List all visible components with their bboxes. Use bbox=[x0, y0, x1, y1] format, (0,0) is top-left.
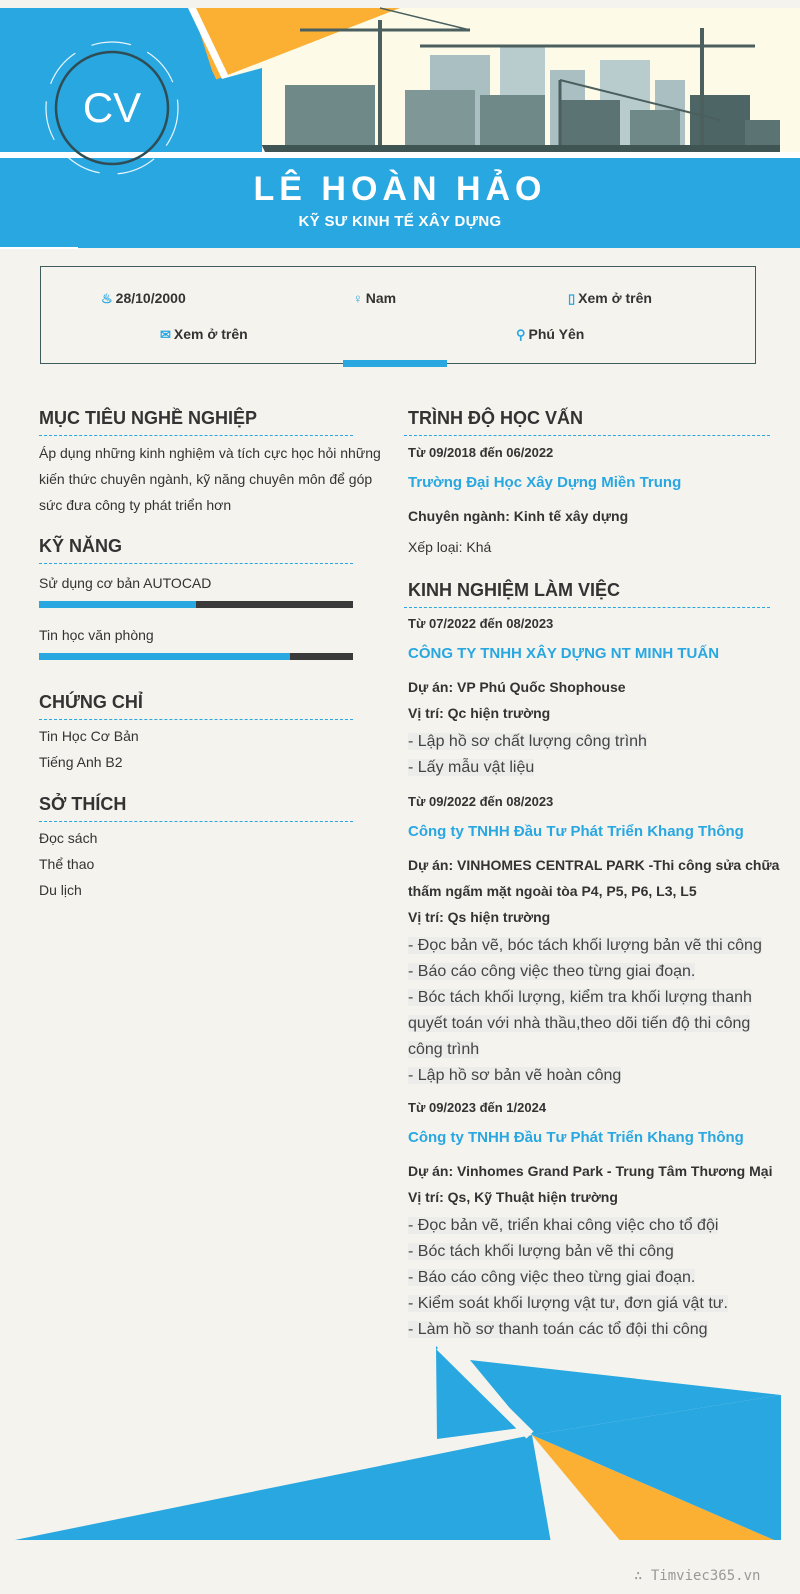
job-desc-line: - Đọc bản vẽ, triển khai công việc cho tổ đội bbox=[408, 1217, 719, 1234]
hobbies-heading: SỞ THÍCH bbox=[39, 794, 353, 822]
info-gender bbox=[353, 290, 396, 306]
info-address bbox=[516, 326, 584, 343]
birthday-cake-icon: ♨ bbox=[101, 291, 113, 306]
objective-line: sức đưa công ty phát triển hơn bbox=[39, 497, 232, 513]
job-desc-line: - Bóc tách khối lượng, kiểm tra khối lượng thanh bbox=[408, 989, 752, 1006]
education-school: Trường Đại Học Xây Dựng Miền Trung bbox=[408, 474, 682, 491]
objective-heading: MỤC TIÊU NGHỀ NGHIỆP bbox=[39, 408, 353, 436]
gender-value: Nam bbox=[365, 290, 397, 306]
job-desc-line: quyết toán với nhà thầu,theo dõi tiến độ thi công bbox=[408, 1015, 751, 1032]
job-desc-line: - Đọc bản vẽ, bóc tách khối lượng bản vẽ thi công bbox=[408, 937, 762, 954]
email-value: Xem ở trên bbox=[173, 326, 248, 342]
job-desc-line: - Kiểm soát khối lượng vật tư, đơn giá vật tư. bbox=[408, 1295, 728, 1312]
skill-name: Tin học văn phòng bbox=[39, 627, 154, 643]
skill-level-bar bbox=[39, 653, 353, 660]
address-value: Phú Yên bbox=[528, 326, 585, 342]
info-phone bbox=[568, 290, 652, 307]
female-icon: ♀ bbox=[353, 291, 363, 306]
phone-value: Xem ở trên bbox=[578, 290, 652, 306]
objective-line: Áp dụng những kinh nghiệm và tích cực học hỏi những bbox=[39, 445, 381, 461]
skill-level-fill bbox=[39, 601, 196, 608]
certificates-heading: CHỨNG CHỈ bbox=[39, 692, 353, 720]
job-desc-line: - Lấy mẫu vật liệu bbox=[408, 759, 535, 776]
education-grade: Xếp loại: Khá bbox=[408, 539, 492, 555]
skill-level-fill bbox=[39, 653, 290, 660]
skill-name: Sử dụng cơ bản AUTOCAD bbox=[39, 575, 212, 591]
job-desc-line: - Báo cáo công việc theo từng giai đoạn. bbox=[408, 1269, 696, 1286]
job-project: Dự án: Vinhomes Grand Park - Trung Tâm Thương Mại bbox=[408, 1163, 773, 1179]
job-period: Từ 09/2023 đến 1/2024 bbox=[408, 1100, 547, 1115]
info-box-accent bbox=[343, 360, 447, 367]
hobby-item: Thể thao bbox=[39, 856, 95, 872]
job-period: Từ 09/2022 đến 08/2023 bbox=[408, 794, 554, 809]
job-project: thấm ngấm mặt ngoài tòa P4, P5, P6, L3, L5 bbox=[408, 883, 697, 899]
job-desc-line: - Báo cáo công việc theo từng giai đoạn. bbox=[408, 963, 696, 980]
job-company: Công ty TNHH Đầu Tư Phát Triển Khang Thông bbox=[408, 1129, 744, 1146]
hobby-item: Du lịch bbox=[39, 882, 82, 898]
certificate-item: Tiếng Anh B2 bbox=[39, 754, 123, 770]
hobby-item: Đọc sách bbox=[39, 830, 98, 846]
education-major: Chuyên ngành: Kinh tế xây dựng bbox=[408, 508, 629, 524]
personal-info-box bbox=[40, 266, 756, 364]
candidate-name: LÊ HOÀN HẢO bbox=[253, 170, 547, 208]
job-description bbox=[408, 1213, 728, 1343]
job-description bbox=[408, 729, 647, 781]
job-desc-line: công trình bbox=[408, 1041, 480, 1058]
info-email bbox=[160, 326, 248, 343]
job-company: CÔNG TY TNHH XÂY DỰNG NT MINH TUẤN bbox=[408, 645, 720, 662]
job-project: Dự án: VP Phú Quốc Shophouse bbox=[408, 679, 626, 695]
skill-level-bar bbox=[39, 601, 353, 608]
cv-logo-text: CV bbox=[82, 84, 142, 131]
certificate-item: Tin Học Cơ Bản bbox=[39, 728, 139, 744]
education-heading: TRÌNH ĐỘ HỌC VẤN bbox=[404, 408, 770, 436]
job-desc-line: - Làm hồ sơ thanh toán các tổ đội thi công bbox=[408, 1321, 708, 1338]
job-desc-line: - Lập hồ sơ bản vẽ hoàn công bbox=[408, 1067, 622, 1084]
job-position: Vị trí: Qs, Kỹ Thuật hiện trường bbox=[408, 1189, 618, 1205]
candidate-job-title: KỸ SƯ KINH TẾ XÂY DỰNG bbox=[298, 213, 502, 230]
experience-heading: KINH NGHIỆM LÀM VIỆC bbox=[404, 580, 770, 608]
objective-line: kiến thức chuyên ngành, kỹ năng chuyên môn để góp bbox=[39, 471, 373, 487]
footer-blue-wedge bbox=[0, 1435, 551, 1543]
watermark: ∴ Timviec365.vn bbox=[634, 1568, 761, 1584]
job-description bbox=[408, 933, 762, 1089]
job-desc-line: - Bóc tách khối lượng bản vẽ thi công bbox=[408, 1243, 674, 1260]
job-company: Công ty TNHH Đầu Tư Phát Triển Khang Thông bbox=[408, 823, 744, 840]
job-position: Vị trí: Qs hiện trường bbox=[408, 909, 551, 925]
job-position: Vị trí: Qc hiện trường bbox=[408, 705, 551, 721]
birthday-value: 28/10/2000 bbox=[115, 290, 186, 306]
job-desc-line: - Lập hồ sơ chất lượng công trình bbox=[408, 733, 647, 750]
info-birthday bbox=[101, 290, 186, 307]
map-pin-icon: ⚲ bbox=[516, 327, 526, 342]
objective-text bbox=[39, 440, 384, 518]
education-period: Từ 09/2018 đến 06/2022 bbox=[408, 445, 554, 460]
envelope-icon: ✉ bbox=[160, 327, 171, 342]
job-period: Từ 07/2022 đến 08/2023 bbox=[408, 616, 554, 631]
phone-icon: ▯ bbox=[568, 291, 576, 306]
job-project: Dự án: VINHOMES CENTRAL PARK -Thi công sửa chữa bbox=[408, 857, 780, 873]
skills-heading: KỸ NĂNG bbox=[39, 536, 353, 564]
footer-decoration bbox=[0, 1340, 800, 1594]
